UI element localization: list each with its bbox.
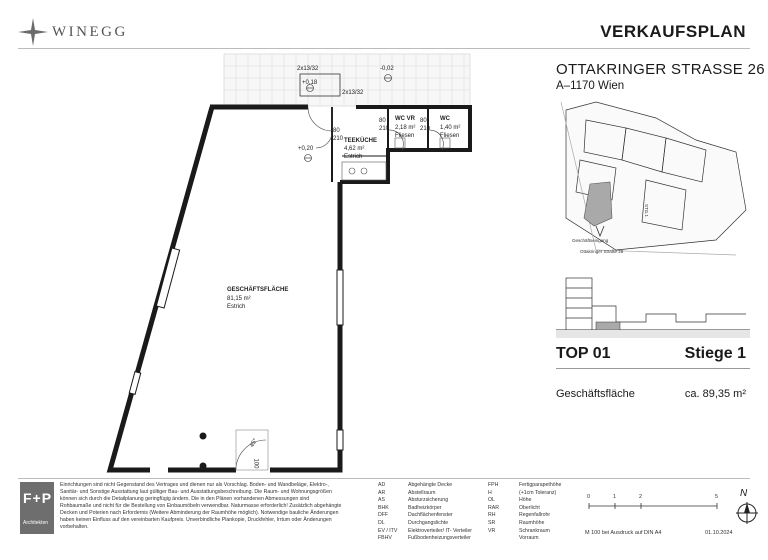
scale-tick: 1 xyxy=(613,494,617,500)
scale-tick: 5 xyxy=(715,494,719,500)
disclaimer-text: Einrichtungen sind nicht Gegenstand des Vertrages und dienen nur als Vorschlag. Boden- und Wandbeläge, Elektro-, Sanitär- und Sonstige Ausstattung laut gültiger Bau- und Ausstattungsbeschreibung. Die Raum- und Wohnungsgrößen können sich durch die Detailplanung geringfügig ändern. Die in den Plänen vorhandenen Abmessungen sind Rohbaumaße und nicht für die Bestellung von Einbaumöbeln verwendbar. Naturmasse erforderlich! Zusätzlich abgehängte Decken und Poterien nach Erfordernis (Weitere Abminderung der Raumhöhe möglich). Notwendige bauliche Änderungen haben keinen Einfluss auf den vereinbarten Kaufpreis. Unverbindliche Plankopie, Druckfehler, Irrtum oder Änderungen vorbehalten. xyxy=(60,482,342,530)
north-arrow-icon xyxy=(734,500,760,526)
room-floor-main: Estrich xyxy=(227,304,246,310)
unit-highlight xyxy=(596,322,620,330)
legend-codes-1: AD AR AS BHK DFF DL EV / ITV FBHV xyxy=(378,482,398,542)
architect-logo-sub: Architekten xyxy=(23,520,49,526)
unit-area-label: Geschäftsfläche xyxy=(556,388,635,400)
unit-top: TOP 01 xyxy=(556,345,611,362)
height-label: +0,20 xyxy=(298,146,314,152)
entrance-label: Geschäftseingang xyxy=(572,238,609,243)
architect-logo xyxy=(20,482,54,534)
door-width: 80 xyxy=(379,118,386,124)
north-label: N xyxy=(740,488,748,499)
plan-date: 01.10.2024 xyxy=(705,530,733,536)
room-floor-wc-vr: Fliesen xyxy=(395,133,415,139)
room-floor-wc: Fliesen xyxy=(440,133,460,139)
kitchen-counter xyxy=(342,162,386,180)
architect-logo-text: F+P xyxy=(23,490,53,506)
unit-area-value: ca. 89,35 m² xyxy=(684,388,746,400)
legend-texts-2: Fertigparapethöhe (+1cm Toleranz) Höhe Oberlicht Regenfallrohr Raumhöhe Schrankraum Vorraum xyxy=(519,482,562,542)
height-label: +0,18 xyxy=(302,80,318,86)
print-scale-note: M 100 bei Ausdruck auf DIN A4 xyxy=(585,530,662,536)
door-height: 210 xyxy=(379,126,390,132)
brand-name: WINEGG xyxy=(52,24,128,40)
address-street: OTTAKRINGER STRASSE 26 xyxy=(556,61,765,78)
window-label: 2x13/32 xyxy=(297,66,319,72)
entrance-angle: 45° xyxy=(249,437,259,449)
columns xyxy=(200,433,207,470)
section-sketch xyxy=(556,270,750,340)
stair-label: STG.1 xyxy=(644,203,650,218)
unit-stiege: Stiege 1 xyxy=(684,345,746,362)
room-name-wc: WC xyxy=(440,116,450,122)
room-area-wc: 1,40 m² xyxy=(440,125,461,131)
room-area-kitchen: 4,62 m² xyxy=(344,146,365,152)
terrace-grid xyxy=(224,54,470,106)
site-plan xyxy=(556,100,750,260)
door-height: 210 xyxy=(333,136,344,142)
door-height: 210 xyxy=(420,126,431,132)
footer-divider xyxy=(18,478,750,479)
street-label: Ottakringer Straße 26 xyxy=(580,249,624,254)
room-name-main: GESCHÄFTSFLÄCHE xyxy=(227,287,289,293)
room-area-wc-vr: 2,18 m² xyxy=(395,125,416,131)
address-city: A–1170 Wien xyxy=(556,80,625,92)
room-floor-kitchen: Estrich xyxy=(344,154,363,160)
room-name-kitchen: TEEKÜCHE xyxy=(344,138,378,144)
scale-tick: 2 xyxy=(639,494,643,500)
unit-divider xyxy=(556,368,750,369)
room-name-wc-vr: WC VR xyxy=(395,116,415,122)
scale-tick: 0 xyxy=(587,494,591,500)
height-label: -0,02 xyxy=(380,66,394,72)
door-width: 100 xyxy=(252,458,259,469)
scale-bar xyxy=(585,494,725,514)
document-title: VERKAUFSPLAN xyxy=(600,22,746,41)
door-width: 80 xyxy=(333,128,340,134)
door-width: 80 xyxy=(420,118,427,124)
room-area-main: 81,15 m² xyxy=(227,296,251,302)
legend-texts-1: Abgehängte Decke Abstellraum Absturzsicherung Badheizkörper Dachflächenfenster Durchgangslichte Elektroverteiler/ IT- Verteiler Fußbodenheizungsverteiler xyxy=(408,482,472,542)
left-window xyxy=(129,248,179,394)
window-label: 2x13/32 xyxy=(342,90,364,96)
legend-codes-2: FPH H OL RAR RH SR VR xyxy=(488,482,499,534)
